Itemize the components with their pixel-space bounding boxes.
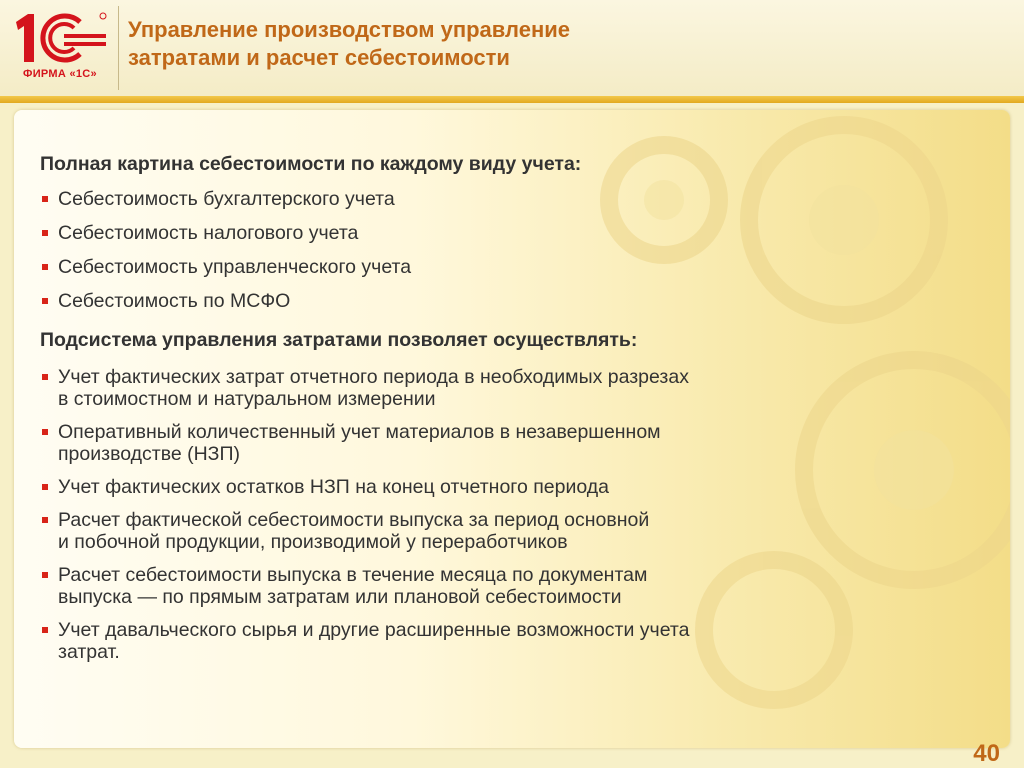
list-item-text: Себестоимость бухгалтерского учета — [58, 188, 395, 210]
logo-caption: ФИРМА «1С» — [23, 68, 97, 80]
logo-1c — [10, 8, 110, 88]
bullet-icon — [42, 230, 48, 236]
list-item-line-2: затрат. — [58, 641, 120, 663]
cost-types-list — [40, 188, 910, 312]
title-line-1: Управление производством управление — [128, 17, 570, 42]
title-line-2: затратами и расчет себестоимости — [128, 45, 510, 70]
content-panel — [14, 110, 1010, 748]
list-item-text: Себестоимость управленческого учета — [58, 256, 412, 278]
list-item-line-1: Учет фактических затрат отчетного периода в необходимых разрезах — [58, 366, 689, 388]
header-rule — [0, 96, 1024, 103]
bullet-icon — [42, 298, 48, 304]
list-item-line-2: производстве (НЗП) — [58, 443, 240, 465]
list-item-line-1: Расчет фактической себестоимости выпуска за период основной — [58, 509, 650, 531]
list-item — [40, 476, 910, 498]
1c-logo-icon — [10, 8, 110, 68]
list-item — [40, 421, 910, 465]
list-item — [40, 290, 910, 312]
page-number: 40 — [973, 740, 1000, 767]
list-item — [40, 619, 910, 663]
section-heading-cost-picture: Полная картина себестоимости по каждому виду учета: — [40, 153, 582, 175]
bullet-icon — [42, 517, 48, 523]
bullet-icon — [42, 572, 48, 578]
list-item-line-1: Расчет себестоимости выпуска в течение месяца по документам — [58, 564, 648, 586]
list-item — [40, 256, 910, 278]
bullet-icon — [42, 429, 48, 435]
list-item — [40, 366, 910, 410]
header-bar — [0, 0, 1024, 96]
list-item-line-2: в стоимостном и натуральном измерении — [58, 388, 436, 410]
list-item-line-2: и побочной продукции, производимой у переработчиков — [58, 531, 568, 553]
list-item-line-1: Учет давальческого сырья и другие расширенные возможности учета — [58, 619, 690, 641]
header-divider — [118, 6, 119, 90]
bullet-icon — [42, 196, 48, 202]
list-item-line-2: выпуска — по прямым затратам или плановой себестоимости — [58, 586, 622, 608]
list-item — [40, 564, 910, 608]
list-item-line-1: Учет фактических остатков НЗП на конец отчетного периода — [58, 476, 610, 498]
subsystem-features-list — [40, 366, 910, 663]
list-item — [40, 222, 910, 244]
bullet-icon — [42, 484, 48, 490]
bullet-icon — [42, 374, 48, 380]
list-item — [40, 188, 910, 210]
list-item-text: Себестоимость по МСФО — [58, 290, 291, 312]
bullet-icon — [42, 264, 48, 270]
list-item — [40, 509, 910, 553]
bullet-icon — [42, 627, 48, 633]
content-body — [40, 152, 910, 674]
list-item-text: Себестоимость налогового учета — [58, 222, 359, 244]
list-item-line-1: Оперативный количественный учет материалов в незавершенном — [58, 421, 661, 443]
section-heading-cost-subsystem: Подсистема управления затратами позволяет осуществлять: — [40, 329, 638, 351]
page-title — [128, 16, 928, 72]
